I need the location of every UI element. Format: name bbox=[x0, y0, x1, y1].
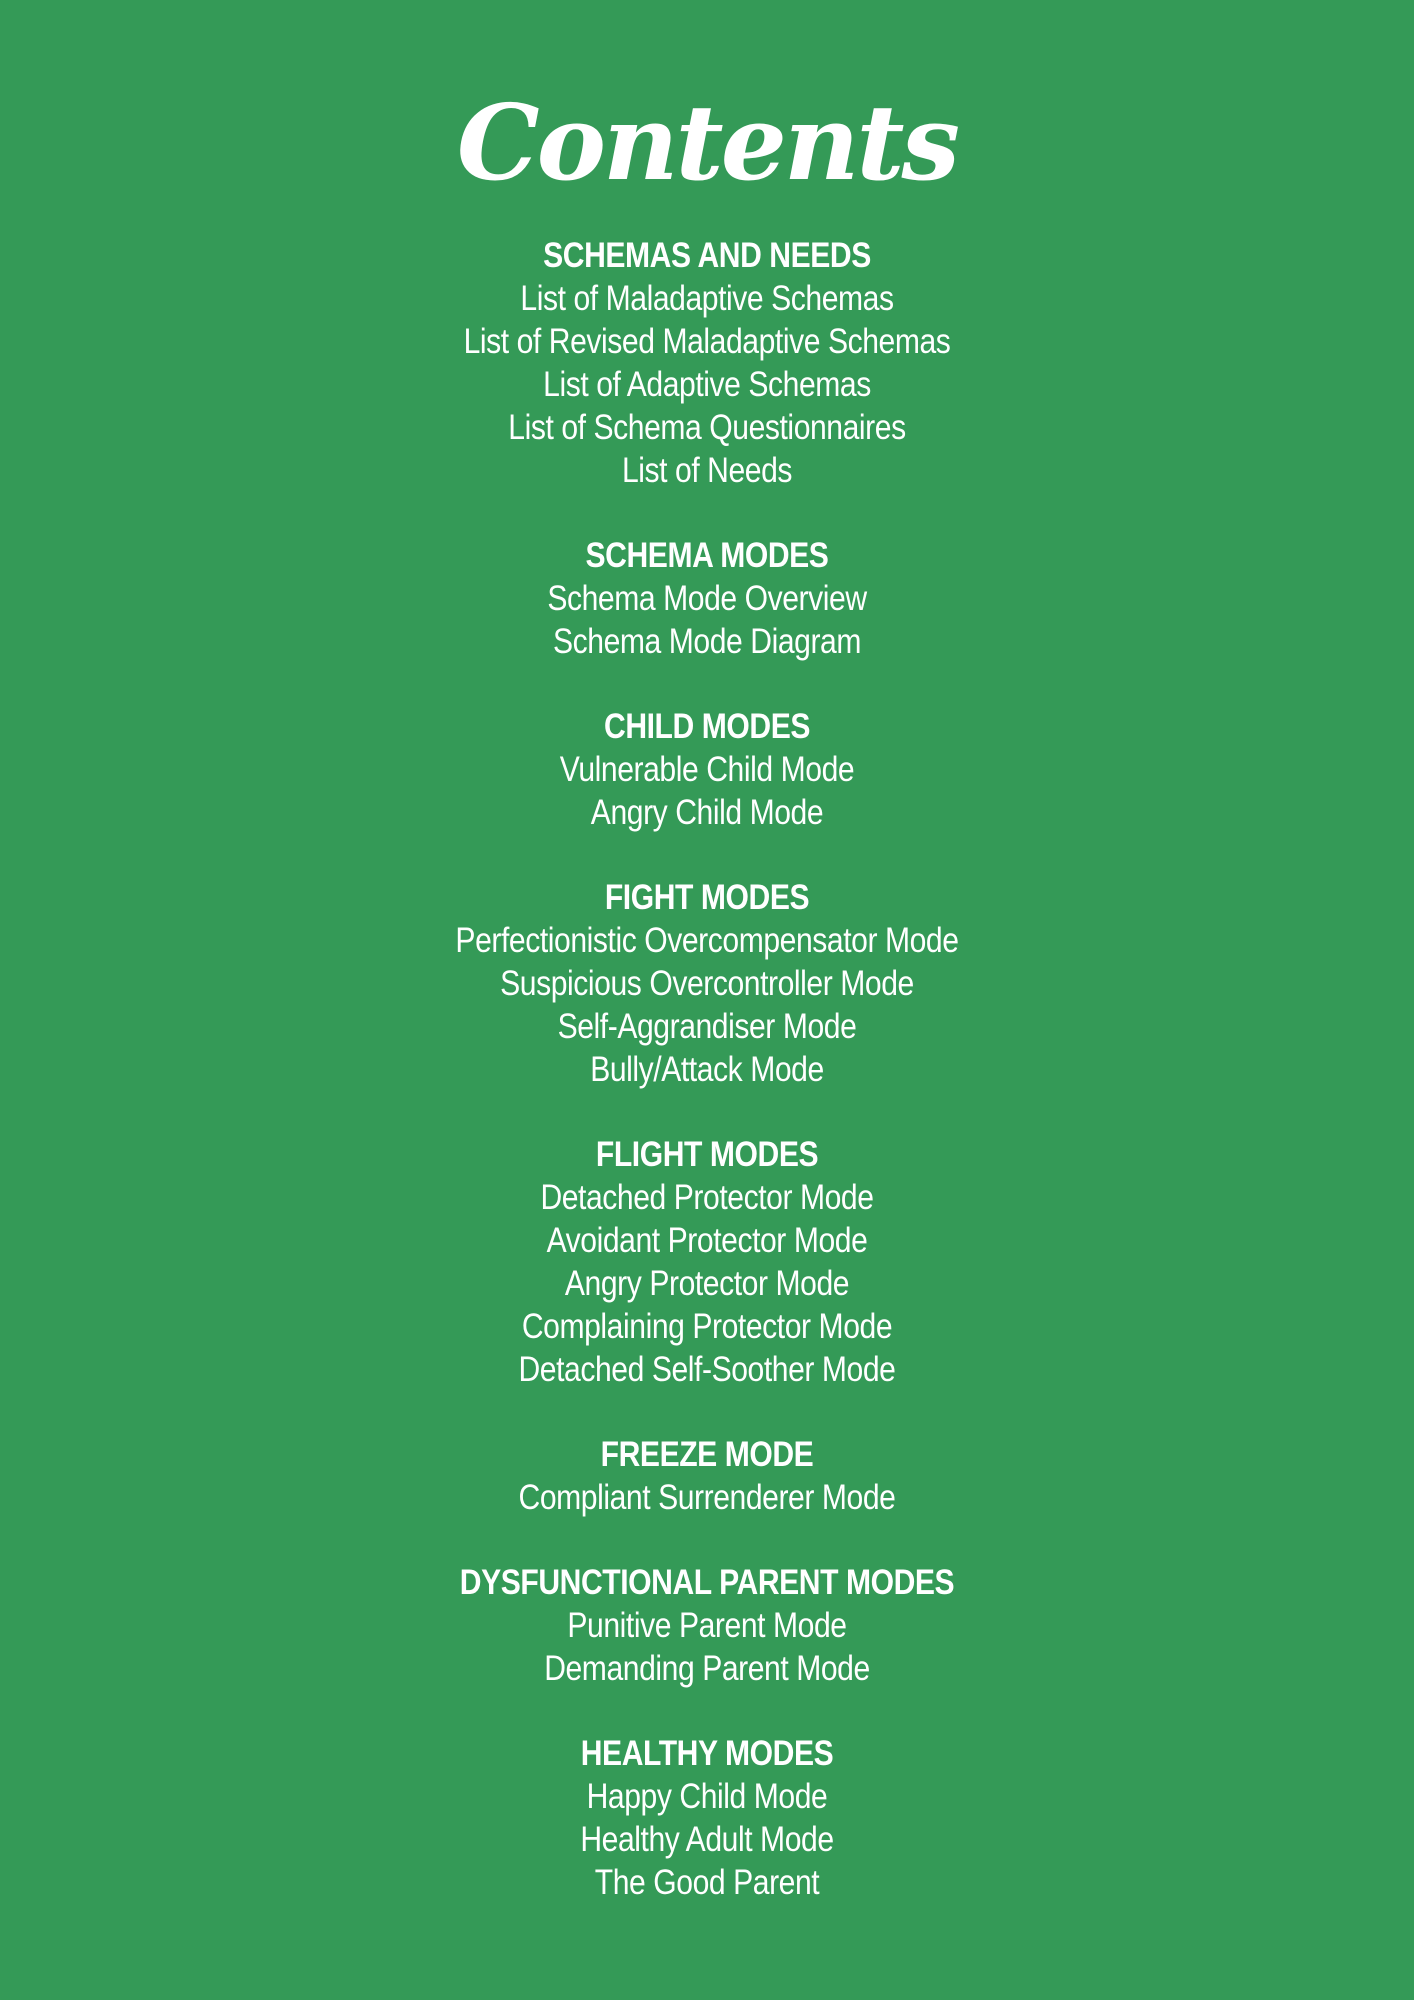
toc-section bbox=[0, 1732, 1414, 1904]
toc-section bbox=[0, 1133, 1414, 1391]
toc-entry[interactable]: Suspicious Overcontroller Mode bbox=[500, 964, 914, 1003]
page-title: Contents bbox=[456, 81, 958, 204]
toc-entry[interactable]: Complaining Protector Mode bbox=[521, 1307, 893, 1346]
toc-entry[interactable]: Vulnerable Child Mode bbox=[559, 750, 855, 789]
section-heading: CHILD MODES bbox=[604, 707, 810, 746]
section-heading: FIGHT MODES bbox=[604, 878, 810, 917]
toc-entry[interactable]: Compliant Surrenderer Mode bbox=[518, 1478, 896, 1517]
toc-section bbox=[0, 705, 1414, 834]
toc-entry[interactable]: Self-Aggrandiser Mode bbox=[557, 1007, 857, 1046]
toc-entry[interactable]: List of Maladaptive Schemas bbox=[520, 279, 894, 318]
toc-entry[interactable]: Bully/Attack Mode bbox=[590, 1050, 824, 1089]
toc-entry[interactable]: Happy Child Mode bbox=[586, 1777, 828, 1816]
section-heading: DYSFUNCTIONAL PARENT MODES bbox=[459, 1563, 955, 1602]
toc-entry[interactable]: The Good Parent bbox=[594, 1863, 820, 1902]
toc-entry[interactable]: Detached Protector Mode bbox=[540, 1178, 874, 1217]
toc-entry[interactable]: List of Adaptive Schemas bbox=[543, 365, 871, 404]
toc-entry[interactable]: List of Schema Questionnaires bbox=[508, 408, 906, 447]
table-of-contents bbox=[0, 234, 1414, 1946]
section-heading: SCHEMA MODES bbox=[585, 536, 829, 575]
toc-section bbox=[0, 234, 1414, 492]
section-heading: SCHEMAS AND NEEDS bbox=[543, 236, 871, 275]
toc-entry[interactable]: Angry Child Mode bbox=[590, 793, 824, 832]
toc-section bbox=[0, 534, 1414, 663]
toc-entry[interactable]: Punitive Parent Mode bbox=[567, 1606, 847, 1645]
toc-entry[interactable]: Schema Mode Overview bbox=[547, 579, 867, 618]
section-heading: HEALTHY MODES bbox=[580, 1734, 834, 1773]
toc-entry[interactable]: Detached Self-Soother Mode bbox=[518, 1350, 896, 1389]
toc-section bbox=[0, 1561, 1414, 1690]
toc-entry[interactable]: List of Needs bbox=[621, 451, 793, 490]
toc-entry[interactable]: Healthy Adult Mode bbox=[580, 1820, 834, 1859]
toc-entry[interactable]: Schema Mode Diagram bbox=[552, 622, 862, 661]
toc-section bbox=[0, 1433, 1414, 1519]
toc-entry[interactable]: Avoidant Protector Mode bbox=[546, 1221, 868, 1260]
toc-entry[interactable]: List of Revised Maladaptive Schemas bbox=[463, 322, 951, 361]
toc-entry[interactable]: Angry Protector Mode bbox=[564, 1264, 850, 1303]
section-heading: FREEZE MODE bbox=[600, 1435, 814, 1474]
toc-entry[interactable]: Perfectionistic Overcompensator Mode bbox=[455, 921, 959, 960]
toc-section bbox=[0, 876, 1414, 1091]
toc-entry[interactable]: Demanding Parent Mode bbox=[544, 1649, 870, 1688]
section-heading: FLIGHT MODES bbox=[595, 1135, 819, 1174]
